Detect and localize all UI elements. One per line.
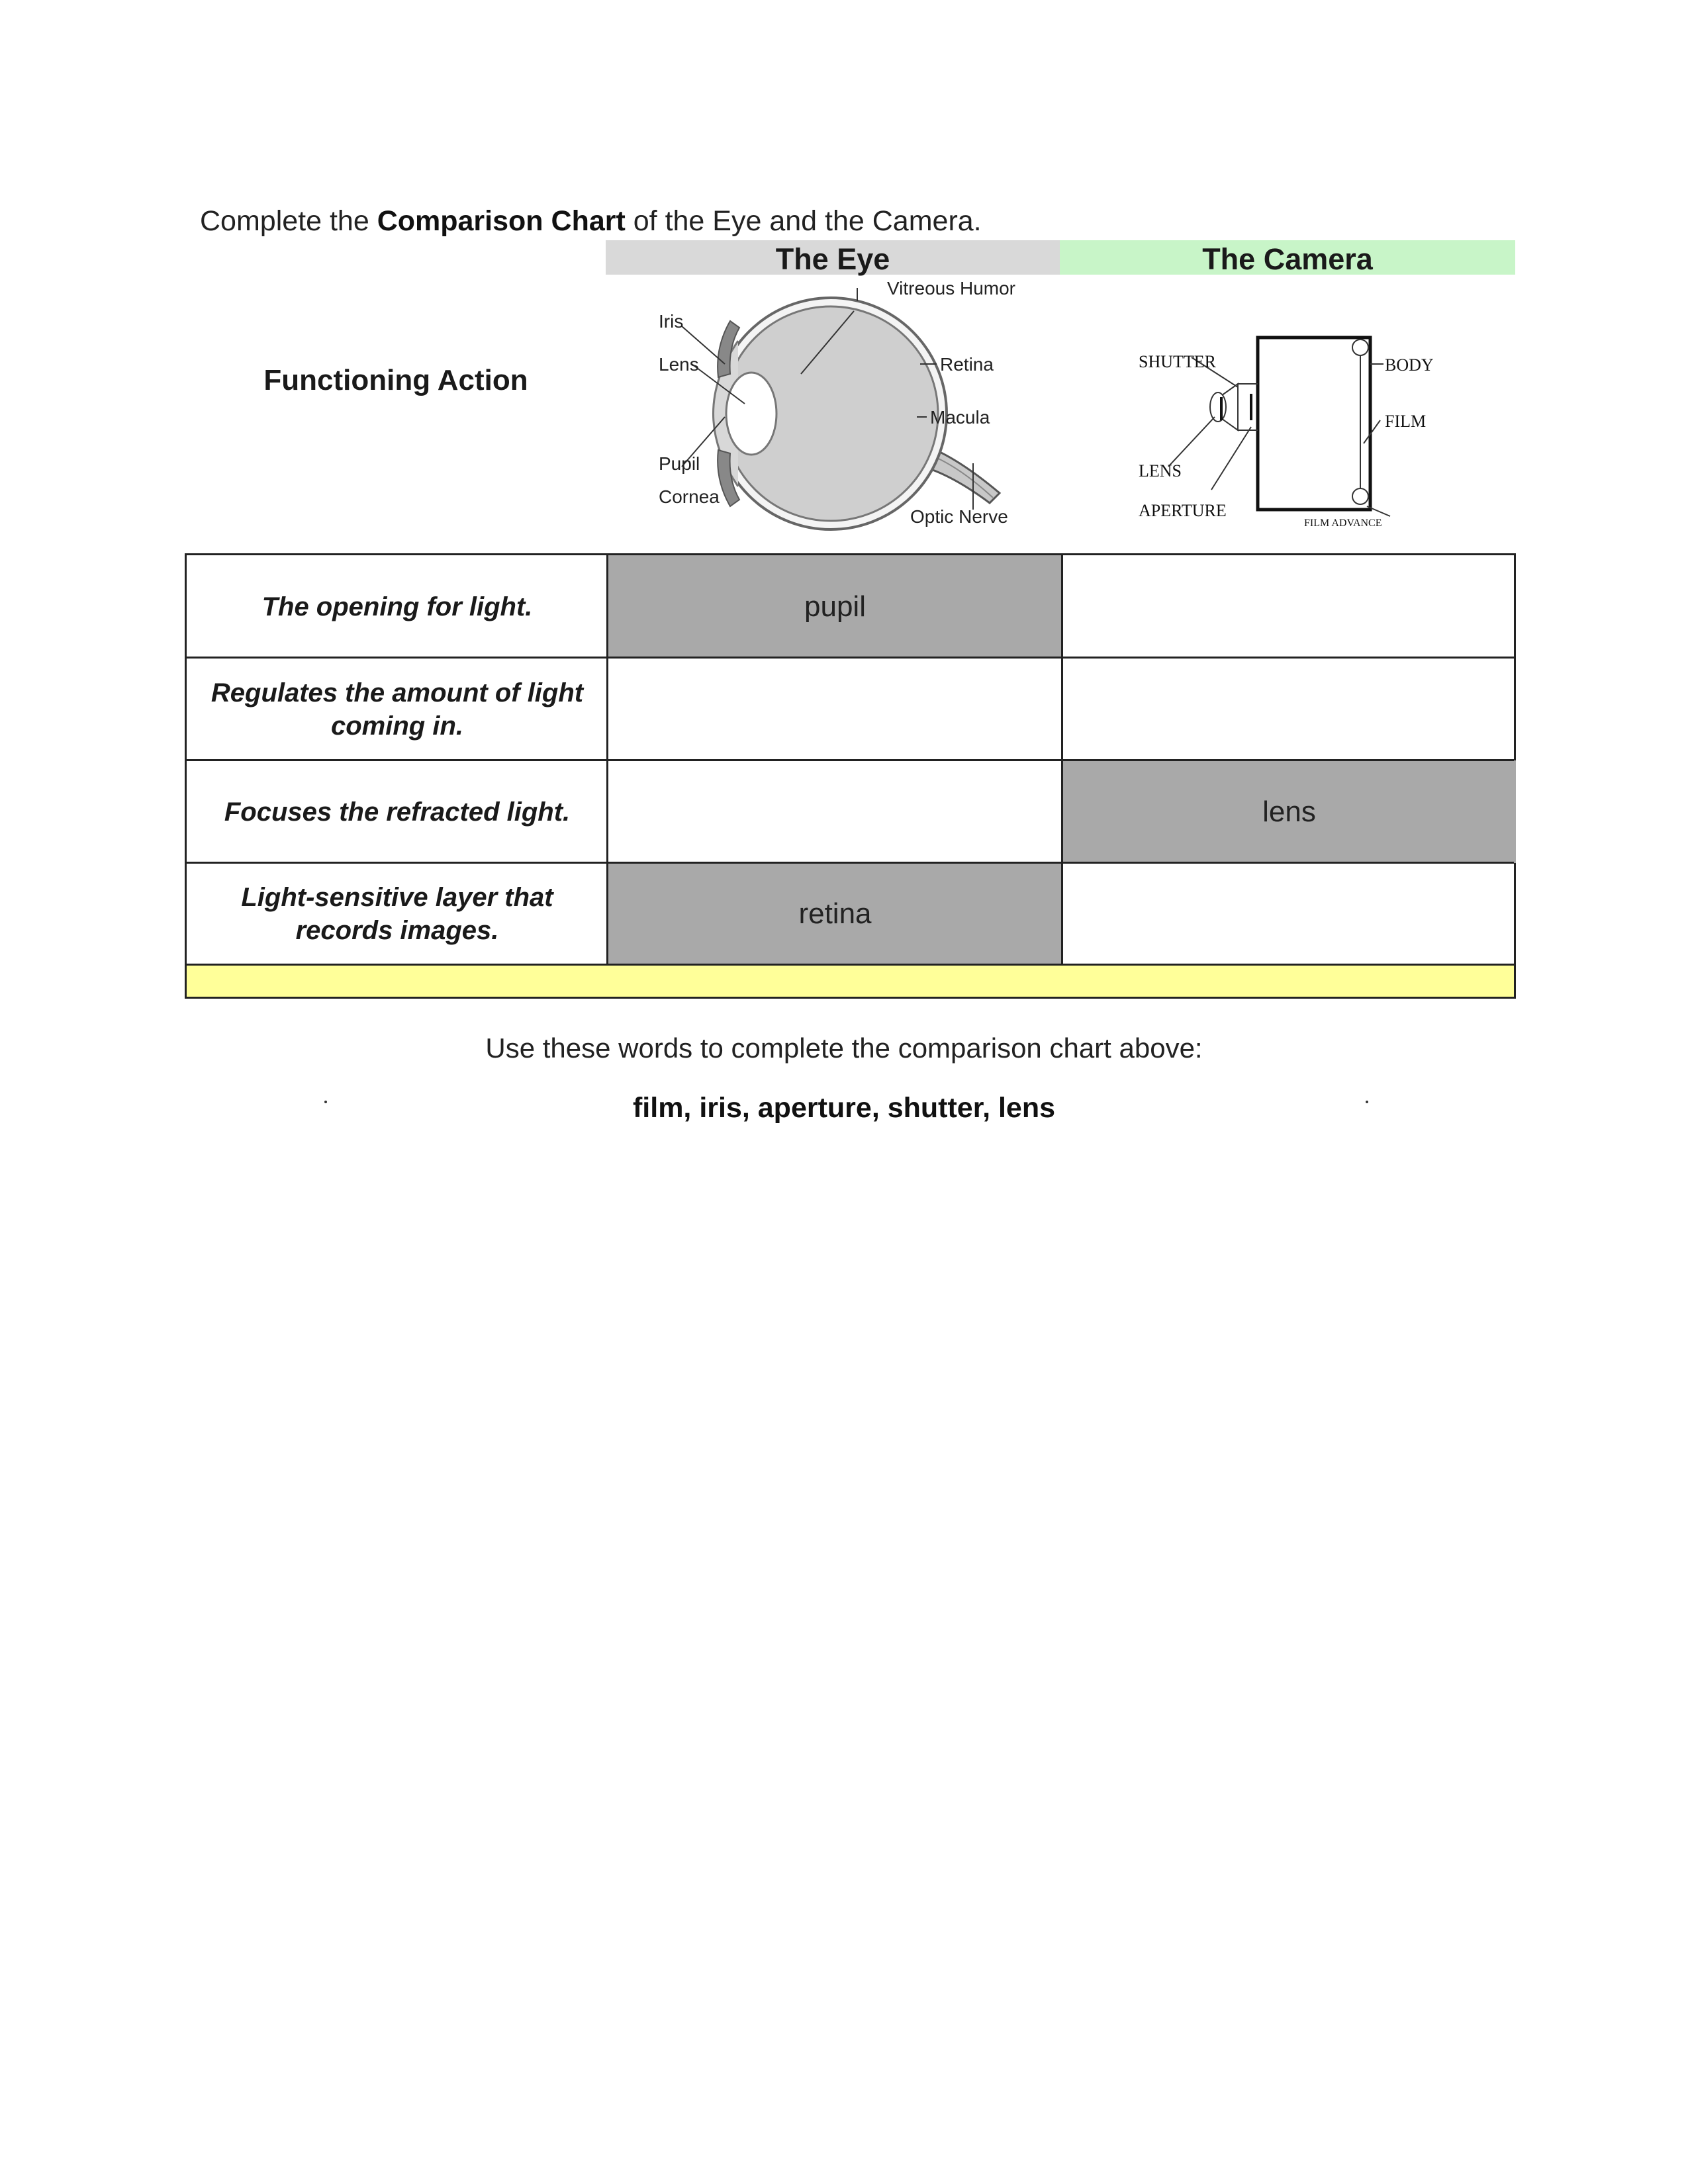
eye-column-header: The Eye — [606, 240, 1060, 275]
camera-column-header: The Camera — [1060, 240, 1515, 275]
camera-diagram — [1139, 328, 1456, 539]
eye-label-iris: Iris — [659, 311, 684, 332]
answer-eye-regulates[interactable] — [608, 658, 1062, 760]
footer-row — [187, 965, 1514, 997]
eye-diagram — [652, 275, 1049, 553]
stray-mark-right — [1366, 1101, 1368, 1103]
answer-camera-focuses[interactable]: lens — [1262, 795, 1316, 828]
functioning-action-heading: Functioning Action — [263, 364, 528, 396]
camera-label-lens: LENS — [1139, 461, 1182, 480]
answer-camera-regulates[interactable] — [1062, 658, 1516, 760]
eye-label-retina: Retina — [940, 354, 994, 375]
intro-text — [200, 205, 982, 238]
instructions: Use these words to complete the comparison chart above: — [485, 1032, 1203, 1064]
intro-suffix: of the Eye and the Camera. — [625, 205, 982, 237]
eye-label-lens: Lens — [659, 354, 699, 375]
camera-label-shutter: SHUTTER — [1139, 352, 1216, 371]
row-label-focuses: Focuses the refracted light. — [224, 797, 571, 827]
eye-label-vitreous: Vitreous Humor — [887, 278, 1016, 298]
camera-label-film-advance: FILM ADVANCE — [1304, 518, 1382, 529]
eye-label-optic-nerve: Optic Nerve — [910, 506, 1008, 527]
row-label-opening: The opening for light. — [261, 592, 533, 621]
answer-eye-opening[interactable]: pupil — [804, 590, 866, 623]
intro-bold: Comparison Chart — [377, 205, 626, 237]
eye-label-pupil: Pupil — [659, 453, 700, 474]
stray-mark-left — [324, 1101, 327, 1103]
answer-eye-light-sensitive[interactable]: retina — [798, 897, 872, 930]
answer-eye-focuses[interactable] — [608, 760, 1062, 863]
row-label-light-sensitive: Light-sensitive layer that records images. — [241, 883, 553, 945]
comparison-table — [185, 553, 1516, 999]
camera-label-aperture: APERTURE — [1139, 501, 1227, 520]
eye-label-cornea: Cornea — [659, 486, 720, 507]
eye-label-macula: Macula — [930, 407, 990, 428]
camera-label-body: BODY — [1385, 355, 1434, 375]
word-bank: film, iris, aperture, shutter, lens — [632, 1092, 1056, 1124]
answer-camera-light-sensitive[interactable] — [1062, 863, 1516, 965]
answer-camera-opening[interactable] — [1062, 555, 1516, 658]
intro-prefix: Complete the — [200, 205, 377, 237]
row-label-regulates: Regulates the amount of light coming in. — [211, 678, 584, 741]
camera-label-film: FILM — [1385, 412, 1427, 431]
